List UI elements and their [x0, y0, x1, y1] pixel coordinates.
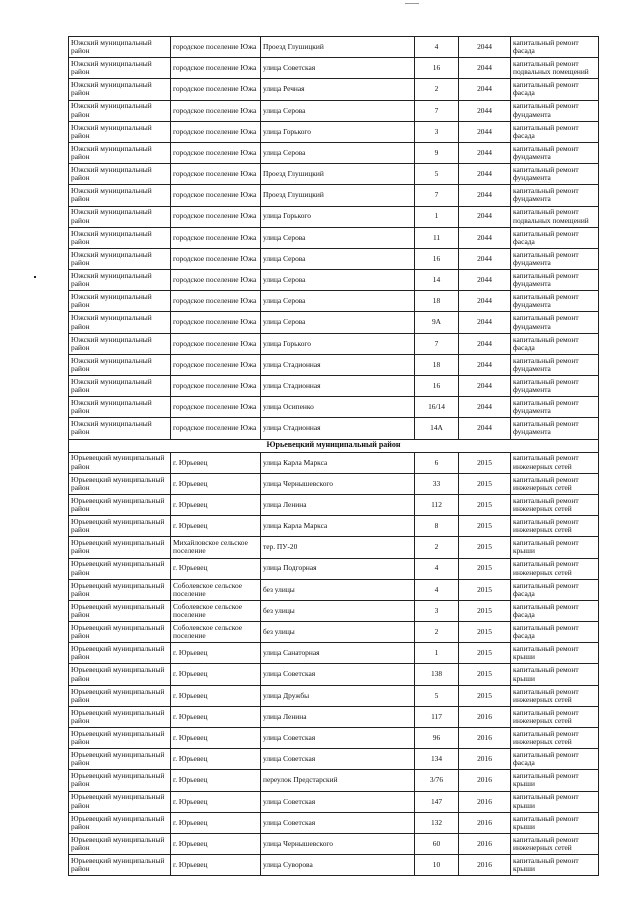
house-number-cell: 6 [415, 452, 459, 473]
street-cell: тер. ПУ-20 [261, 537, 415, 558]
district-cell: Юрьевецкий муниципальный район [69, 643, 171, 664]
house-number-cell: 5 [415, 164, 459, 185]
settlement-cell: городское поселение Южа [171, 206, 261, 227]
year-cell: 2044 [459, 37, 511, 58]
table-row [69, 100, 599, 121]
table-row [69, 142, 599, 163]
year-cell: 2015 [459, 494, 511, 515]
year-cell: 2015 [459, 516, 511, 537]
house-number-cell: 3/76 [415, 770, 459, 791]
work-type-cell: капитальный ремонт крыши [511, 664, 599, 685]
district-cell: Юрьевецкий муниципальный район [69, 706, 171, 727]
work-type-cell: капитальный ремонт инженерных сетей [511, 452, 599, 473]
house-number-cell: 96 [415, 728, 459, 749]
house-number-cell: 18 [415, 291, 459, 312]
table-row [69, 270, 599, 291]
year-cell: 2044 [459, 333, 511, 354]
work-type-cell: капитальный ремонт фундамента [511, 248, 599, 269]
settlement-cell: г. Юрьевец [171, 664, 261, 685]
table-row [69, 600, 599, 621]
year-cell: 2044 [459, 312, 511, 333]
work-type-cell: капитальный ремонт фасада [511, 79, 599, 100]
street-cell: без улицы [261, 579, 415, 600]
table-row [69, 248, 599, 269]
work-type-cell: капитальный ремонт фундамента [511, 312, 599, 333]
table-row [69, 333, 599, 354]
settlement-cell: городское поселение Южа [171, 312, 261, 333]
street-cell: улица Горького [261, 333, 415, 354]
house-number-cell: 1 [415, 206, 459, 227]
house-number-cell: 138 [415, 664, 459, 685]
settlement-cell: Соболевское сельское поселение [171, 579, 261, 600]
house-number-cell: 7 [415, 185, 459, 206]
street-cell: без улицы [261, 622, 415, 643]
table-row [69, 516, 599, 537]
work-type-cell: капитальный ремонт фундамента [511, 354, 599, 375]
settlement-cell: г. Юрьевец [171, 749, 261, 770]
district-cell: Юрьевецкий муниципальный район [69, 516, 171, 537]
settlement-cell: городское поселение Южа [171, 270, 261, 291]
table-row [69, 185, 599, 206]
district-cell: Южский муниципальный район [69, 142, 171, 163]
year-cell: 2044 [459, 142, 511, 163]
district-cell: Южский муниципальный район [69, 418, 171, 439]
table-row [69, 376, 599, 397]
year-cell: 2044 [459, 291, 511, 312]
street-cell: улица Стадионная [261, 418, 415, 439]
year-cell: 2016 [459, 855, 511, 876]
table-row [69, 58, 599, 79]
district-cell: Южский муниципальный район [69, 227, 171, 248]
work-type-cell: капитальный ремонт инженерных сетей [511, 833, 599, 854]
district-cell: Юрьевецкий муниципальный район [69, 558, 171, 579]
year-cell: 2044 [459, 206, 511, 227]
street-cell: улица Серова [261, 227, 415, 248]
house-number-cell: 9А [415, 312, 459, 333]
street-cell: улица Санаторная [261, 643, 415, 664]
repair-schedule-table [68, 36, 599, 876]
street-cell: Проезд Глушицкий [261, 185, 415, 206]
street-cell: улица Стадионная [261, 376, 415, 397]
settlement-cell: г. Юрьевец [171, 770, 261, 791]
table-row [69, 121, 599, 142]
year-cell: 2044 [459, 100, 511, 121]
work-type-cell: капитальный ремонт крыши [511, 770, 599, 791]
settlement-cell: г. Юрьевец [171, 728, 261, 749]
district-cell: Южский муниципальный район [69, 100, 171, 121]
district-cell: Юрьевецкий муниципальный район [69, 579, 171, 600]
year-cell: 2016 [459, 728, 511, 749]
settlement-cell: г. Юрьевец [171, 516, 261, 537]
district-cell: Юрьевецкий муниципальный район [69, 791, 171, 812]
settlement-cell: городское поселение Южа [171, 185, 261, 206]
work-type-cell: капитальный ремонт подвальных помещений [511, 206, 599, 227]
year-cell: 2015 [459, 685, 511, 706]
table-row [69, 79, 599, 100]
street-cell: улица Советская [261, 664, 415, 685]
house-number-cell: 9 [415, 142, 459, 163]
house-number-cell: 147 [415, 791, 459, 812]
house-number-cell: 16/14 [415, 397, 459, 418]
settlement-cell: г. Юрьевец [171, 685, 261, 706]
street-cell: улица Ленина [261, 706, 415, 727]
district-cell: Южский муниципальный район [69, 248, 171, 269]
work-type-cell: капитальный ремонт фундамента [511, 397, 599, 418]
year-cell: 2044 [459, 376, 511, 397]
work-type-cell: капитальный ремонт инженерных сетей [511, 706, 599, 727]
work-type-cell: капитальный ремонт инженерных сетей [511, 473, 599, 494]
table-row [69, 706, 599, 727]
street-cell: улица Серова [261, 142, 415, 163]
district-cell: Юрьевецкий муниципальный район [69, 600, 171, 621]
year-cell: 2044 [459, 397, 511, 418]
settlement-cell: городское поселение Южа [171, 291, 261, 312]
house-number-cell: 14А [415, 418, 459, 439]
year-cell: 2015 [459, 537, 511, 558]
district-cell: Южский муниципальный район [69, 121, 171, 142]
work-type-cell: капитальный ремонт фундамента [511, 376, 599, 397]
street-cell: улица Советская [261, 812, 415, 833]
street-cell: улица Серова [261, 100, 415, 121]
house-number-cell: 112 [415, 494, 459, 515]
settlement-cell: г. Юрьевец [171, 855, 261, 876]
settlement-cell: Михайловское сельское поселение [171, 537, 261, 558]
district-cell: Южский муниципальный район [69, 37, 171, 58]
year-cell: 2044 [459, 58, 511, 79]
settlement-cell: городское поселение Южа [171, 376, 261, 397]
street-cell: улица Карла Маркса [261, 452, 415, 473]
section-header: Юрьевецкий муниципальный район [69, 439, 599, 452]
house-number-cell: 3 [415, 600, 459, 621]
house-number-cell: 4 [415, 37, 459, 58]
district-cell: Юрьевецкий муниципальный район [69, 473, 171, 494]
work-type-cell: капитальный ремонт фасада [511, 622, 599, 643]
house-number-cell: 7 [415, 333, 459, 354]
settlement-cell: городское поселение Южа [171, 100, 261, 121]
house-number-cell: 2 [415, 622, 459, 643]
street-cell: улица Речная [261, 79, 415, 100]
district-cell: Южский муниципальный район [69, 206, 171, 227]
work-type-cell: капитальный ремонт инженерных сетей [511, 516, 599, 537]
work-type-cell: капитальный ремонт фундамента [511, 291, 599, 312]
settlement-cell: городское поселение Южа [171, 227, 261, 248]
table-row [69, 227, 599, 248]
year-cell: 2015 [459, 600, 511, 621]
district-cell: Южский муниципальный район [69, 291, 171, 312]
district-cell: Юрьевецкий муниципальный район [69, 855, 171, 876]
settlement-cell: городское поселение Южа [171, 79, 261, 100]
settlement-cell: городское поселение Южа [171, 142, 261, 163]
table-row [69, 494, 599, 515]
settlement-cell: городское поселение Южа [171, 37, 261, 58]
year-cell: 2015 [459, 622, 511, 643]
district-cell: Юрьевецкий муниципальный район [69, 749, 171, 770]
work-type-cell: капитальный ремонт фундамента [511, 100, 599, 121]
section-header-row [69, 439, 599, 452]
house-number-cell: 5 [415, 685, 459, 706]
table-row [69, 770, 599, 791]
settlement-cell: городское поселение Южа [171, 58, 261, 79]
scan-dot [34, 276, 36, 278]
work-type-cell: капитальный ремонт фасада [511, 227, 599, 248]
street-cell: без улицы [261, 600, 415, 621]
house-number-cell: 134 [415, 749, 459, 770]
settlement-cell: г. Юрьевец [171, 706, 261, 727]
district-cell: Юрьевецкий муниципальный район [69, 622, 171, 643]
street-cell: улица Осипенко [261, 397, 415, 418]
street-cell: улица Советская [261, 58, 415, 79]
street-cell: переулок Предстарский [261, 770, 415, 791]
table-row [69, 206, 599, 227]
house-number-cell: 14 [415, 270, 459, 291]
house-number-cell: 7 [415, 100, 459, 121]
table-row [69, 473, 599, 494]
document-page [68, 36, 598, 876]
district-cell: Юрьевецкий муниципальный район [69, 728, 171, 749]
house-number-cell: 10 [415, 855, 459, 876]
street-cell: улица Подгорная [261, 558, 415, 579]
year-cell: 2015 [459, 579, 511, 600]
year-cell: 2044 [459, 164, 511, 185]
settlement-cell: г. Юрьевец [171, 791, 261, 812]
district-cell: Южский муниципальный район [69, 397, 171, 418]
work-type-cell: капитальный ремонт крыши [511, 537, 599, 558]
street-cell: Проезд Глушицкий [261, 37, 415, 58]
street-cell: улица Горького [261, 121, 415, 142]
district-cell: Южский муниципальный район [69, 312, 171, 333]
settlement-cell: г. Юрьевец [171, 452, 261, 473]
work-type-cell: капитальный ремонт инженерных сетей [511, 685, 599, 706]
settlement-cell: г. Юрьевец [171, 494, 261, 515]
work-type-cell: капитальный ремонт фасада [511, 333, 599, 354]
street-cell: улица Чернышевского [261, 833, 415, 854]
district-cell: Южский муниципальный район [69, 185, 171, 206]
table-body-yuzha [69, 37, 599, 440]
work-type-cell: капитальный ремонт инженерных сетей [511, 494, 599, 515]
settlement-cell: г. Юрьевец [171, 833, 261, 854]
house-number-cell: 8 [415, 516, 459, 537]
street-cell: улица Горького [261, 206, 415, 227]
district-cell: Южский муниципальный район [69, 58, 171, 79]
year-cell: 2016 [459, 812, 511, 833]
work-type-cell: капитальный ремонт подвальных помещений [511, 58, 599, 79]
settlement-cell: Соболевское сельское поселение [171, 622, 261, 643]
street-cell: улица Советская [261, 728, 415, 749]
work-type-cell: капитальный ремонт фундамента [511, 185, 599, 206]
district-cell: Юрьевецкий муниципальный район [69, 685, 171, 706]
street-cell: улица Стадионная [261, 354, 415, 375]
work-type-cell: капитальный ремонт фасада [511, 579, 599, 600]
year-cell: 2044 [459, 248, 511, 269]
work-type-cell: капитальный ремонт крыши [511, 643, 599, 664]
house-number-cell: 117 [415, 706, 459, 727]
table-row [69, 728, 599, 749]
street-cell: улица Ленина [261, 494, 415, 515]
settlement-cell: городское поселение Южа [171, 121, 261, 142]
house-number-cell: 2 [415, 79, 459, 100]
district-cell: Юрьевецкий муниципальный район [69, 833, 171, 854]
work-type-cell: капитальный ремонт фундамента [511, 142, 599, 163]
year-cell: 2015 [459, 558, 511, 579]
year-cell: 2016 [459, 791, 511, 812]
house-number-cell: 33 [415, 473, 459, 494]
house-number-cell: 2 [415, 537, 459, 558]
street-cell: улица Советская [261, 791, 415, 812]
table-body-yurevets [69, 452, 599, 876]
house-number-cell: 4 [415, 558, 459, 579]
street-cell: улица Чернышевского [261, 473, 415, 494]
work-type-cell: капитальный ремонт фундамента [511, 164, 599, 185]
table-row [69, 685, 599, 706]
year-cell: 2044 [459, 79, 511, 100]
table-row [69, 855, 599, 876]
year-cell: 2016 [459, 770, 511, 791]
work-type-cell: капитальный ремонт фасада [511, 600, 599, 621]
district-cell: Юрьевецкий муниципальный район [69, 537, 171, 558]
table-row [69, 452, 599, 473]
table-row [69, 418, 599, 439]
house-number-cell: 11 [415, 227, 459, 248]
table-row [69, 558, 599, 579]
house-number-cell: 132 [415, 812, 459, 833]
table-row [69, 833, 599, 854]
house-number-cell: 4 [415, 579, 459, 600]
year-cell: 2015 [459, 664, 511, 685]
house-number-cell: 16 [415, 376, 459, 397]
house-number-cell: 16 [415, 248, 459, 269]
street-cell: улица Дружбы [261, 685, 415, 706]
street-cell: улица Суворова [261, 855, 415, 876]
table-row [69, 291, 599, 312]
house-number-cell: 1 [415, 643, 459, 664]
street-cell: Проезд Глушицкий [261, 164, 415, 185]
settlement-cell: г. Юрьевец [171, 473, 261, 494]
year-cell: 2015 [459, 643, 511, 664]
house-number-cell: 16 [415, 58, 459, 79]
settlement-cell: г. Юрьевец [171, 558, 261, 579]
district-cell: Юрьевецкий муниципальный район [69, 494, 171, 515]
settlement-cell: г. Юрьевец [171, 812, 261, 833]
table-row [69, 622, 599, 643]
year-cell: 2044 [459, 121, 511, 142]
district-cell: Юрьевецкий муниципальный район [69, 770, 171, 791]
scan-mark [405, 3, 419, 4]
table-row [69, 397, 599, 418]
house-number-cell: 60 [415, 833, 459, 854]
table-row [69, 812, 599, 833]
table-row [69, 537, 599, 558]
year-cell: 2016 [459, 749, 511, 770]
street-cell: улица Серова [261, 248, 415, 269]
district-cell: Южский муниципальный район [69, 164, 171, 185]
year-cell: 2044 [459, 270, 511, 291]
table-row [69, 791, 599, 812]
table-row [69, 164, 599, 185]
district-cell: Юрьевецкий муниципальный район [69, 452, 171, 473]
year-cell: 2015 [459, 452, 511, 473]
work-type-cell: капитальный ремонт инженерных сетей [511, 558, 599, 579]
street-cell: улица Серова [261, 291, 415, 312]
settlement-cell: городское поселение Южа [171, 354, 261, 375]
settlement-cell: г. Юрьевец [171, 643, 261, 664]
house-number-cell: 18 [415, 354, 459, 375]
table-row [69, 354, 599, 375]
district-cell: Южский муниципальный район [69, 79, 171, 100]
table-row [69, 643, 599, 664]
year-cell: 2044 [459, 227, 511, 248]
work-type-cell: капитальный ремонт фундамента [511, 270, 599, 291]
table-row [69, 664, 599, 685]
work-type-cell: капитальный ремонт фундамента [511, 418, 599, 439]
year-cell: 2016 [459, 833, 511, 854]
district-cell: Юрьевецкий муниципальный район [69, 664, 171, 685]
house-number-cell: 3 [415, 121, 459, 142]
table-row [69, 312, 599, 333]
work-type-cell: капитальный ремонт крыши [511, 855, 599, 876]
work-type-cell: капитальный ремонт инженерных сетей [511, 728, 599, 749]
section-header-group [69, 439, 599, 452]
year-cell: 2015 [459, 473, 511, 494]
work-type-cell: капитальный ремонт фасада [511, 121, 599, 142]
street-cell: улица Советская [261, 749, 415, 770]
year-cell: 2044 [459, 185, 511, 206]
year-cell: 2044 [459, 418, 511, 439]
work-type-cell: капитальный ремонт фасада [511, 37, 599, 58]
work-type-cell: капитальный ремонт фасада [511, 749, 599, 770]
table-row [69, 749, 599, 770]
table-row [69, 579, 599, 600]
year-cell: 2016 [459, 706, 511, 727]
work-type-cell: капитальный ремонт крыши [511, 812, 599, 833]
street-cell: улица Серова [261, 270, 415, 291]
district-cell: Южский муниципальный район [69, 333, 171, 354]
settlement-cell: городское поселение Южа [171, 164, 261, 185]
settlement-cell: городское поселение Южа [171, 418, 261, 439]
street-cell: улица Карла Маркса [261, 516, 415, 537]
district-cell: Юрьевецкий муниципальный район [69, 812, 171, 833]
district-cell: Южский муниципальный район [69, 354, 171, 375]
settlement-cell: городское поселение Южа [171, 333, 261, 354]
settlement-cell: городское поселение Южа [171, 397, 261, 418]
district-cell: Южский муниципальный район [69, 270, 171, 291]
year-cell: 2044 [459, 354, 511, 375]
work-type-cell: капитальный ремонт крыши [511, 791, 599, 812]
settlement-cell: Соболевское сельское поселение [171, 600, 261, 621]
table-row [69, 37, 599, 58]
settlement-cell: городское поселение Южа [171, 248, 261, 269]
street-cell: улица Серова [261, 312, 415, 333]
district-cell: Южский муниципальный район [69, 376, 171, 397]
